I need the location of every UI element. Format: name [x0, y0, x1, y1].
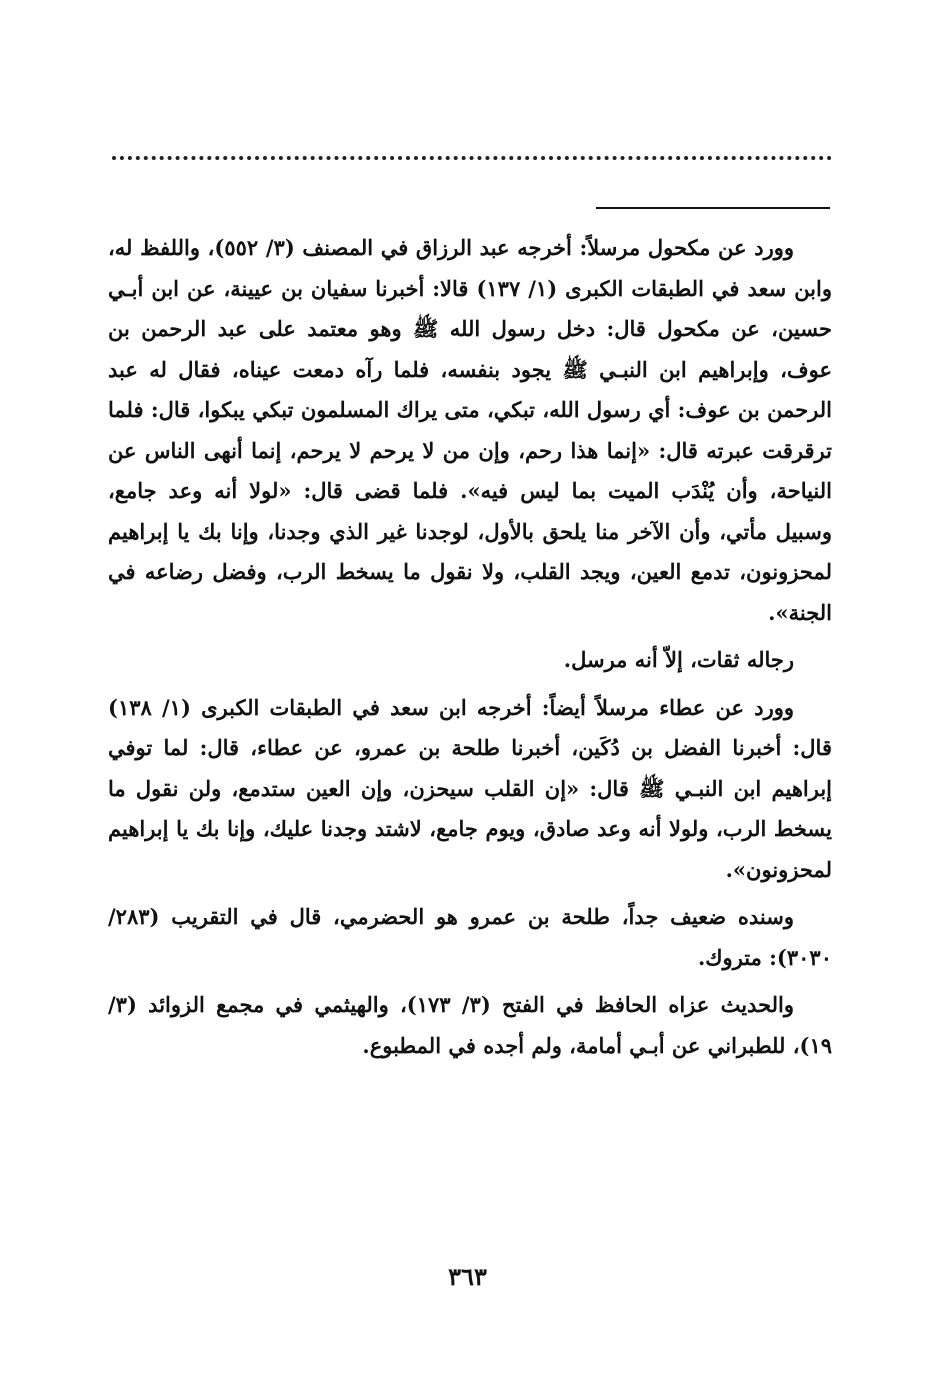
footnote-paragraph-ata: وورد عن عطاء مرسلاً أيضاً: أخرجه ابن سعد في الطبقات الكبرى (١/ ١٣٨) قال: أخبرنا الفضل بن دُكَين، أخبرنا طلحة بن عمرو، عن عطاء، قال: لما توفي إبراهيم ابن النبـي ﷺ قال: «إن القلب سيحزن، وإن العين ستدمع، ولن نقول ما يسخط الرب، ولولا أنه وعد صادق، ويوم جامع، لاشتد وجدنا عليك، وإنا بك يا إبراهيم لمحزونون». — [108, 694, 832, 882]
footnote-paragraph-makhul: وورد عن مكحول مرسلاً: أخرجه عبد الرزاق في المصنف (٣/ ٥٥٢)، واللفظ له، وابن سعد في الطبقات الكبرى (١/ ١٣٧) قالا: أخبرنا سفيان بن عيينة، عن ابن أبـي حسين، عن مكحول قال: دخل رسول الله ﷺ وهو معتمد على عبد الرحمن بن عوف، وإبراهيم ابن النبـي ﷺ يجود بنفسه، فلما رآه دمعت عيناه، فقال له عبد الرحمن بن عوف: أي رسول الله، تبكي، متى يراك المسلمون تبكي يبكوا، قال: فلما ترقرقت عبرته قال: «إنما هذا رحم، وإن من لا يرحم لا يرحم، إنما أنهى الناس عن النياحة، وأن يُنْدَب الميت بما ليس فيه». فلما قضى قال: «لولا أنه وعد جامع، وسبيل مأتي، وأن الآخر منا يلحق بالأول، لوجدنا غير الذي وجدنا، وإنا بك يا إبراهيم لمحزونون، تدمع العين، ويجد القلب، ولا نقول ما يسخط الرب، وفضل رضاعه في الجنة». — [108, 235, 832, 625]
page-number: ٣٦٣ — [448, 1262, 487, 1291]
footnote-paragraph-attribution: والحديث عزاه الحافظ في الفتح (٣/ ١٧٣)، والهيثمي في مجمع الزوائد (٣/ ١٩)، للطبراني عن أبـي أمامة، ولم أجده في المطبوع. — [108, 992, 832, 1058]
footnote-rule — [596, 207, 830, 209]
footnote-body — [108, 228, 832, 1073]
dotted-separator — [112, 156, 832, 160]
footnote-paragraph-narrators: رجاله ثقات، إلاّ أنه مرسل. — [563, 647, 794, 672]
footnote-paragraph-isnad: وسنده ضعيف جداً، طلحة بن عمرو هو الحضرمي، قال في التقريب (٢٨٣/ ٣٠٣٠): متروك. — [108, 904, 832, 970]
